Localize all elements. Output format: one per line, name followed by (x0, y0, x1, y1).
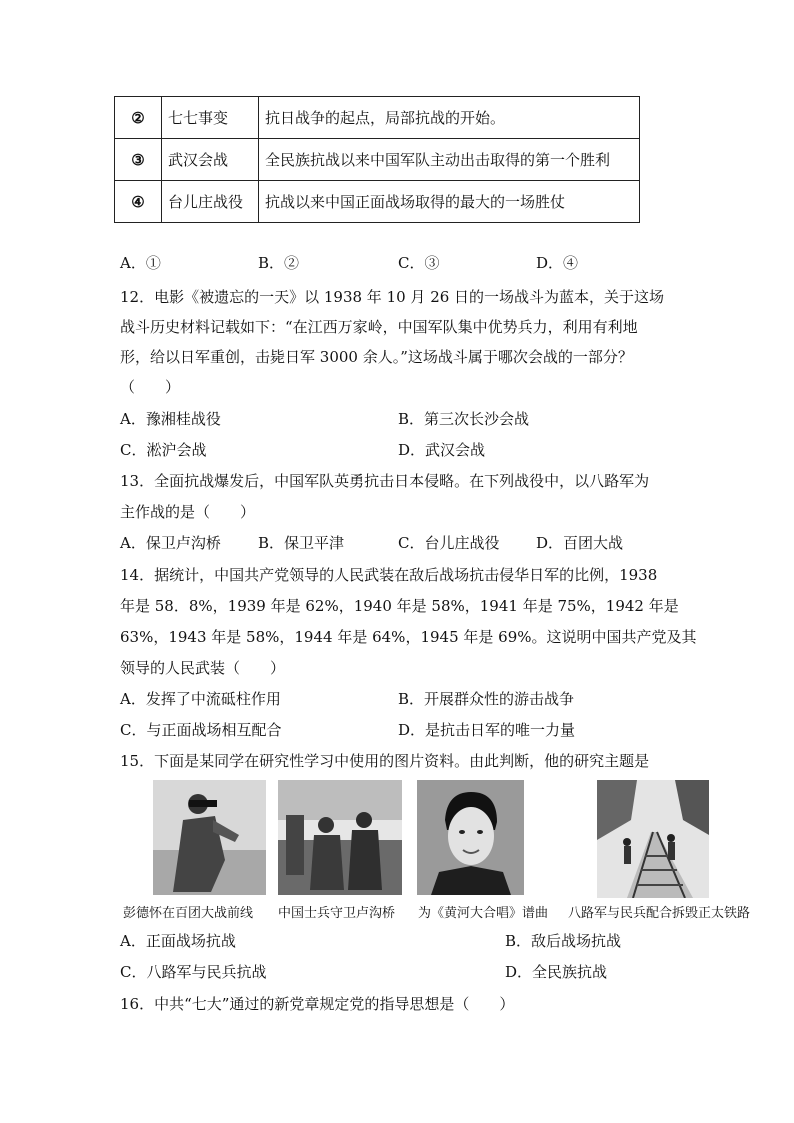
q14-text-line: 领导的人民武装（ ） (120, 659, 286, 677)
q15-option-d[interactable]: D．全民族抗战 (505, 963, 608, 981)
photo-portrait (417, 780, 524, 895)
q13-option-c[interactable]: C．台儿庄战役 (398, 534, 500, 552)
q13-option-d[interactable]: D．百团大战 (536, 534, 624, 552)
q13-option-b[interactable]: B．保卫平津 (258, 534, 345, 552)
q14-option-a[interactable]: A．发挥了中流砥柱作用 (120, 690, 281, 708)
photo-lugou-bridge-soldiers (278, 780, 402, 895)
q14-option-d[interactable]: D．是抗击日军的唯一力量 (398, 721, 576, 739)
table-row (115, 97, 640, 139)
q12-option-c[interactable]: C．淞沪会战 (120, 441, 207, 459)
event-description: 全民族抗战以来中国军队主动出击取得的第一个胜利 (259, 139, 640, 181)
q11-option-b[interactable]: B．② (258, 254, 300, 272)
q15-text-line: 15．下面是某同学在研究性学习中使用的图片资料。由此判断，他的研究主题是 (120, 752, 650, 770)
table-row (115, 139, 640, 181)
q12-option-b[interactable]: B．第三次长沙会战 (398, 410, 530, 428)
q12-option-d[interactable]: D．武汉会战 (398, 441, 486, 459)
q12-text-line: 形，给以日军重创，击毙日军 3000 余人。”这场战斗属于哪次会战的一部分？ (120, 348, 633, 366)
q11-option-a[interactable]: A．① (120, 254, 161, 272)
q14-text-line: 63%，1943 年是 58%，1944 年是 64%，1945 年是 69%。这说明中国共产党及其 (120, 628, 697, 646)
q11-option-d[interactable]: D．④ (536, 254, 579, 272)
q14-text-line: 14．据统计，中国共产党领导的人民武装在敌后战场抗击侵华日军的比例，1938 (120, 566, 658, 584)
row-number: ④ (115, 181, 162, 223)
q15-option-c[interactable]: C．八路军与民兵抗战 (120, 963, 267, 981)
q13-text-line: 主作战的是（ ） (120, 503, 256, 521)
q11-option-c[interactable]: C．③ (398, 254, 440, 272)
q12-text-line: 12．电影《被遗忘的一天》以 1938 年 10 月 26 日的一场战斗为蓝本，关于这场 (120, 288, 665, 306)
photo-caption: 八路军与民兵配合拆毁正太铁路 (568, 906, 751, 921)
photo-peng-dehuai (153, 780, 266, 895)
q13-option-a[interactable]: A．保卫卢沟桥 (120, 534, 221, 552)
photo-caption: 中国士兵守卫卢沟桥 (278, 906, 396, 921)
q15-option-b[interactable]: B．敌后战场抗战 (505, 932, 622, 950)
q12-option-a[interactable]: A．豫湘桂战役 (120, 410, 221, 428)
photo-caption: 彭德怀在百团大战前线 (123, 906, 254, 921)
events-table (114, 96, 640, 223)
q13-text-line: 13．全面抗战爆发后，中国军队英勇抗击日本侵略。在下列战役中，以八路军为 (120, 472, 650, 490)
row-number: ② (115, 97, 162, 139)
event-name: 七七事变 (162, 97, 259, 139)
q14-option-c[interactable]: C．与正面战场相互配合 (120, 721, 282, 739)
row-number: ③ (115, 139, 162, 181)
event-name: 台儿庄战役 (162, 181, 259, 223)
q12-text-line: 战斗历史材料记载如下：“在江西万家岭，中国军队集中优势兵力，利用有利地 (120, 318, 638, 336)
q14-text-line: 年是 58．8%，1939 年是 62%，1940 年是 58%，1941 年是 75%，1942 年是 (120, 597, 679, 615)
event-description: 抗战以来中国正面战场取得的最大的一场胜仗 (259, 181, 640, 223)
table-row (115, 181, 640, 223)
photo-railway-demolition (597, 780, 709, 898)
q12-answer-blank: （ ） (120, 378, 181, 396)
q15-option-a[interactable]: A．正面战场抗战 (120, 932, 236, 950)
q14-option-b[interactable]: B．开展群众性的游击战争 (398, 690, 575, 708)
q16-text-line: 16．中共“七大”通过的新党章规定党的指导思想是（ ） (120, 995, 515, 1013)
photo-caption: 为《黄河大合唱》谱曲 (418, 906, 549, 921)
event-name: 武汉会战 (162, 139, 259, 181)
event-description: 抗日战争的起点，局部抗战的开始。 (259, 97, 640, 139)
